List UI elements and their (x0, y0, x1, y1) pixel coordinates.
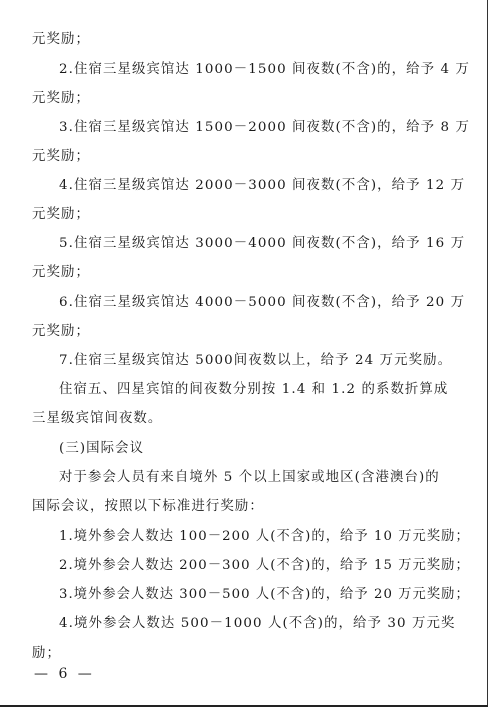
text-line: 励； (32, 646, 61, 661)
text-line: 国际会议，按照以下标准进行奖励： (32, 499, 264, 514)
text-line: 7.住宿三星级宾馆达 5000间夜数以上，给予 24 万元奖励。 (59, 353, 453, 368)
page-border-bottom (0, 705, 488, 707)
page-number: — 6 — (34, 666, 95, 682)
text-line: 元奖励； (32, 91, 90, 106)
text-line: 4.境外参会人数达 500－1000 人(不含)的，给予 30 万元奖 (59, 616, 456, 631)
text-line: 元奖励； (32, 324, 90, 339)
text-line: 3.住宿三星级宾馆达 1500－2000 间夜数(不含)的，给予 8 万 (59, 120, 470, 135)
text-line: 三星级宾馆间夜数。 (32, 411, 163, 426)
text-line: 对于参会人员有来自境外 5 个以上国家或地区(含港澳台)的 (59, 470, 440, 485)
text-line: 6.住宿三星级宾馆达 4000－5000 间夜数(不含)，给予 20 万 (59, 295, 466, 310)
text-line: 2.住宿三星级宾馆达 1000－1500 间夜数(不含)的，给予 4 万 (59, 62, 470, 77)
text-line: 5.住宿三星级宾馆达 3000－4000 间夜数(不含)，给予 16 万 (59, 236, 466, 251)
text-line: 元奖励； (32, 32, 90, 47)
text-line: 1.境外参会人数达 100－200 人(不含)的，给予 10 万元奖励； (59, 529, 470, 544)
page-border-right (487, 0, 488, 705)
text-line: 4.住宿三星级宾馆达 2000－3000 间夜数(不含)，给予 12 万 (59, 178, 466, 193)
text-line: 元奖励； (32, 207, 90, 222)
text-line: 2.境外参会人数达 200－300 人(不含)的，给予 15 万元奖励； (59, 558, 470, 573)
text-line: 元奖励； (32, 149, 90, 164)
text-line: 元奖励； (32, 265, 90, 280)
section-heading: (三)国际会议 (59, 441, 145, 456)
text-line: 3.境外参会人数达 300－500 人(不含)的，给予 20 万元奖励； (59, 587, 470, 602)
text-line: 住宿五、四星宾馆的间夜数分别按 1.4 和 1.2 的系数折算成 (59, 382, 449, 397)
